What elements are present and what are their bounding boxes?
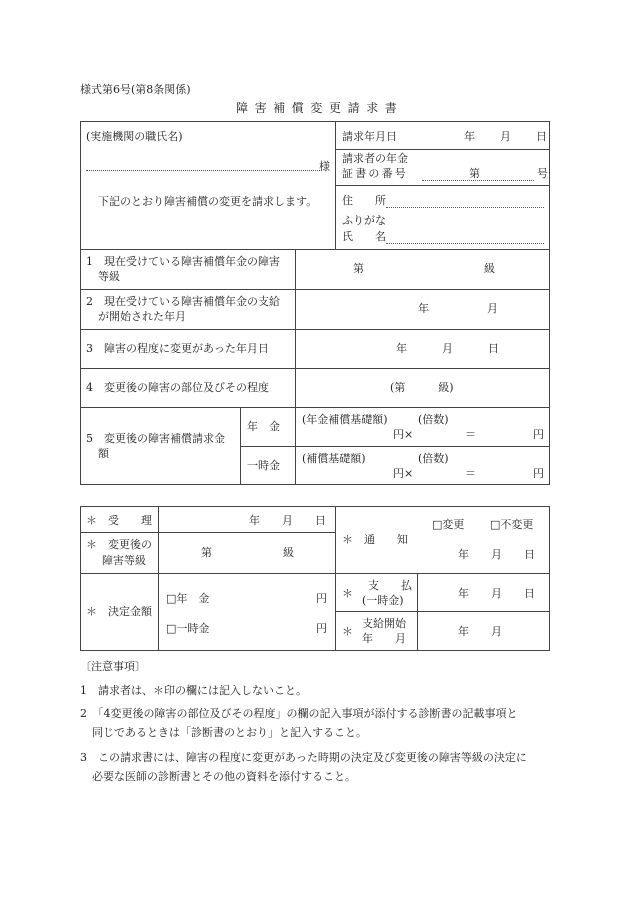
payment-label: 支 払	[368, 579, 412, 592]
request-date-year: 年	[464, 130, 475, 143]
pension-cert-label: 請求者の年金	[342, 152, 408, 165]
grade-after-label: ＊ 変更後の	[86, 538, 152, 551]
item2-year: 年	[418, 302, 429, 315]
decided-amount-label: ＊ 決定金額	[86, 605, 152, 618]
payment-star: ＊	[342, 587, 353, 600]
lump-basis-label: (補償基礎額)	[302, 452, 366, 465]
lump-yen: 円	[533, 467, 544, 480]
lump-equals: ＝	[465, 467, 476, 480]
note-3: 3 この請求書には、障害の程度に変更があった時期の決定及び変更後の障害等級の決定に	[80, 751, 527, 764]
start-date: 年 月	[458, 625, 502, 638]
item1-dai: 第	[353, 262, 364, 275]
note-2: 2 「4変更後の障害の部位及びその程度」の欄の記入事項が添付する診断書の記載事項と	[80, 707, 518, 720]
item1-label: 1 現在受けている障害補償年金の障害	[86, 255, 280, 268]
receipt-label: ＊ 受 理	[86, 514, 152, 527]
request-date-month: 月	[500, 130, 511, 143]
address-label: 住 所	[342, 194, 386, 207]
cert-dai: 第	[469, 167, 480, 180]
pension-option-yen: 円	[316, 592, 327, 605]
request-date-label: 請求年月日	[342, 130, 397, 143]
pension-basis-label: (年金補償基礎額)	[302, 413, 388, 426]
request-date-day: 日	[536, 130, 547, 143]
item3-month: 月	[442, 342, 453, 355]
institution-label: (実施機関の職氏名)	[86, 130, 183, 143]
item4-label: 4 変更後の障害の部位及びその程度	[86, 381, 269, 394]
item3-year: 年	[396, 342, 407, 355]
change-no-checkbox[interactable]: □不変更	[490, 518, 534, 531]
grade-dai: 第	[201, 546, 212, 559]
grade-after-label-2: 障害等級	[102, 554, 146, 567]
page-title: 障害補償変更請求書	[236, 101, 404, 115]
lump-option-checkbox[interactable]: □一時金	[166, 622, 210, 635]
furigana-label: ふりがな	[342, 214, 386, 227]
payment-label-2: (一時金)	[362, 594, 404, 607]
start-label: 支給開始	[362, 617, 406, 630]
payment-date: 年 月 日	[458, 587, 535, 600]
item1-label-2: 等級	[98, 270, 120, 283]
pension-label: 年 金	[247, 420, 280, 433]
notes-heading: 〔注意事項〕	[80, 660, 146, 673]
form-number: 様式第6号(第8条関係)	[80, 83, 191, 96]
item1-kyu: 級	[484, 262, 495, 275]
change-yes-checkbox[interactable]: □変更	[432, 518, 465, 531]
sama-label: 様	[319, 160, 330, 173]
item5-label-2: 額	[98, 447, 109, 460]
item3-day: 日	[488, 342, 499, 355]
request-sentence: 下記のとおり障害補償の変更を請求します。	[98, 195, 318, 208]
note-2-cont: 同じであるときは「診断書のとおり」と記入すること。	[92, 726, 367, 739]
item4-value: (第 級)	[390, 381, 454, 394]
pension-option-checkbox[interactable]: □年 金	[166, 592, 210, 605]
item2-label-2: が開始された年月	[98, 310, 186, 323]
pension-multiplier: (倍数)	[418, 413, 449, 426]
grade-kyu: 級	[283, 546, 294, 559]
item2-month: 月	[487, 302, 498, 315]
note-1: 1 請求者は、＊印の欄には記入しないこと。	[80, 684, 307, 697]
receipt-date: 年 月 日	[249, 514, 326, 527]
start-label-2: 年 月	[362, 632, 406, 645]
institution-field[interactable]	[86, 170, 320, 171]
item3-label: 3 障害の程度に変更があった年月日	[86, 342, 269, 355]
pension-yen: 円	[533, 428, 544, 441]
pension-cert-label-2: 証書の番号	[342, 167, 408, 180]
name-label: 氏 名	[342, 230, 386, 243]
pension-yen-x: 円×	[393, 428, 414, 441]
lump-option-yen: 円	[316, 622, 327, 635]
lump-label: 一時金	[247, 459, 280, 472]
lump-multiplier: (倍数)	[418, 452, 449, 465]
cert-go: 号	[537, 167, 548, 180]
pension-equals: ＝	[465, 428, 476, 441]
lump-yen-x: 円×	[393, 467, 414, 480]
notice-label: ＊ 通 知	[342, 533, 408, 546]
note-3-cont: 必要な医師の診断書とその他の資料を添付すること。	[92, 770, 356, 783]
start-star: ＊	[342, 625, 353, 638]
item2-label: 2 現在受けている障害補償年金の支給	[86, 295, 280, 308]
name-field[interactable]	[386, 243, 544, 244]
address-field[interactable]	[386, 207, 544, 208]
notice-date: 年 月 日	[458, 548, 535, 561]
item5-label: 5 変更後の障害補償請求金	[86, 432, 225, 445]
